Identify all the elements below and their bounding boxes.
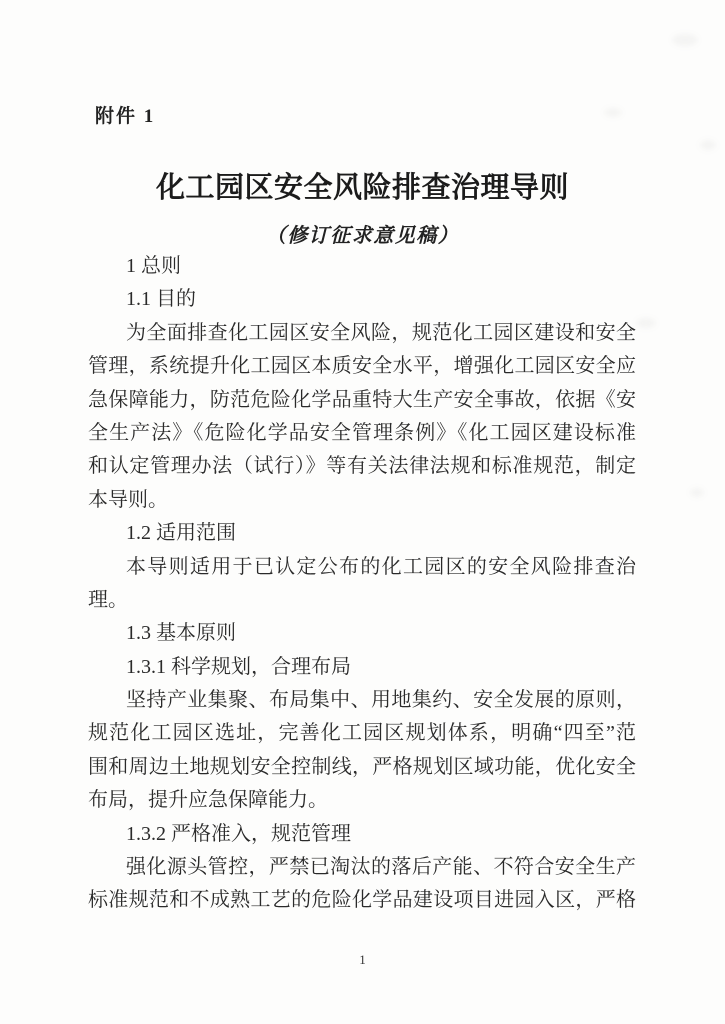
text-line: 1.1 目的 <box>126 288 196 311</box>
scan-smudge <box>604 108 622 117</box>
text-line: 为全面排查化工园区安全风险，规范化工园区建设和安全 <box>126 321 636 344</box>
text-line: 急保障能力，防范危险化学品重特大生产安全事故，依据《安 <box>88 388 636 411</box>
text-line: 管理，系统提升化工园区本质安全水平，增强化工园区安全应 <box>88 355 636 378</box>
text-line: 本导则适用于已认定公布的化工园区的安全风险排查治 <box>126 555 636 578</box>
document-title: 化工园区安全风险排查治理导则 <box>155 172 569 204</box>
attachment-label: 附件 1 <box>95 106 156 127</box>
scan-smudge <box>690 488 704 497</box>
document-body <box>88 250 636 918</box>
text-line: 1.2 适用范围 <box>126 522 236 545</box>
text-line: 规范化工园区选址，完善化工园区规划体系，明确“四至”范 <box>88 722 636 745</box>
scan-smudge <box>636 318 656 328</box>
text-line: 1.3.1 科学规划，合理布局 <box>126 655 351 678</box>
text-line: 布局，提升应急保障能力。 <box>88 789 328 812</box>
text-line: 标准规范和不成熟工艺的危险化学品建设项目进园入区，严格 <box>88 889 636 912</box>
scan-smudge <box>700 140 716 150</box>
scan-smudge <box>672 34 698 46</box>
page-number: 1 <box>359 952 366 967</box>
text-line: 1 总则 <box>126 255 181 277</box>
text-line: 1.3.2 严格准入，规范管理 <box>126 822 351 845</box>
text-line: 和认定管理办法（试行）》等有关法律法规和标准规范，制定 <box>88 455 636 478</box>
text-line: 坚持产业集聚、布局集中、用地集约、安全发展的原则， <box>126 689 636 712</box>
text-line: 本导则。 <box>88 488 168 511</box>
text-line: 强化源头管控，严禁已淘汰的落后产能、不符合安全生产 <box>126 856 636 879</box>
text-line: 1.3 基本原则 <box>126 622 236 645</box>
document-subtitle: （修订征求意见稿） <box>265 225 460 247</box>
text-line: 围和周边土地规划安全控制线，严格规划区域功能，优化安全 <box>88 755 636 778</box>
text-line: 全生产法》《危险化学品安全管理条例》《化工园区建设标准 <box>88 421 636 444</box>
text-line: 理。 <box>88 588 128 611</box>
